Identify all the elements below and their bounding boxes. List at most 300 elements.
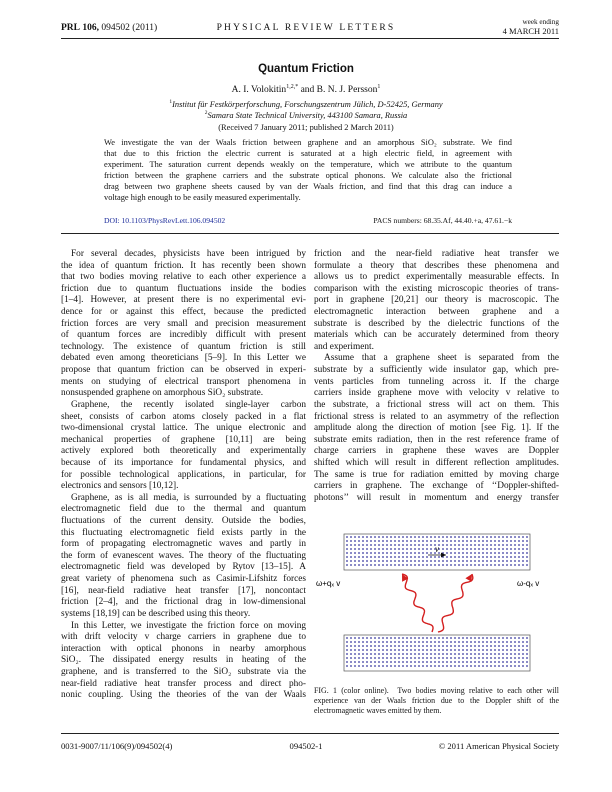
- lattice-atom: [418, 657, 420, 659]
- lattice-atom: [474, 552, 476, 554]
- lattice-atom: [470, 540, 472, 542]
- lattice-atom: [458, 641, 460, 643]
- lattice-atom: [522, 552, 524, 554]
- lattice-atom: [486, 540, 488, 542]
- lattice-atom: [498, 560, 500, 562]
- lattice-atom: [498, 552, 500, 554]
- lattice-atom: [414, 637, 416, 639]
- lattice-atom: [450, 564, 452, 566]
- lattice-atom: [434, 649, 436, 651]
- received-dates: (Received 7 January 2011; published 2 March 2011): [218, 123, 394, 132]
- lattice-atom: [458, 649, 460, 651]
- body-text-line: propose that quantum friction can be observed in experi-: [61, 365, 306, 376]
- lattice-atom: [446, 657, 448, 659]
- lattice-atom: [510, 552, 512, 554]
- lattice-atom: [354, 536, 356, 538]
- lattice-atom: [398, 536, 400, 538]
- journal-abbrev: PRL: [61, 23, 80, 33]
- lattice-atom: [370, 637, 372, 639]
- lattice-atom: [390, 548, 392, 550]
- lattice-atom: [394, 653, 396, 655]
- lattice-atom: [430, 540, 432, 542]
- lattice-atom: [438, 657, 440, 659]
- lattice-atom: [450, 544, 452, 546]
- lattice-atom: [410, 540, 412, 542]
- lattice-atom: [522, 556, 524, 558]
- lattice-atom: [402, 649, 404, 651]
- lattice-atom: [454, 544, 456, 546]
- lattice-atom: [522, 665, 524, 667]
- lattice-atom: [370, 649, 372, 651]
- lattice-atom: [522, 548, 524, 550]
- lattice-atom: [394, 649, 396, 651]
- lattice-atom: [358, 649, 360, 651]
- lattice-atom: [438, 556, 440, 558]
- lattice-atom: [446, 661, 448, 663]
- lattice-atom: [394, 645, 396, 647]
- lattice-atom: [366, 560, 368, 562]
- lattice-atom: [346, 560, 348, 562]
- lattice-atom: [474, 556, 476, 558]
- lattice-atom: [358, 560, 360, 562]
- lattice-atom: [382, 665, 384, 667]
- lattice-atom: [514, 552, 516, 554]
- lattice-atom: [526, 645, 528, 647]
- body-text-line: technology. The existence of quantum friction is still: [61, 341, 306, 352]
- lattice-atom: [490, 665, 492, 667]
- slab-outline: [344, 635, 530, 671]
- lattice-atom: [350, 653, 352, 655]
- lattice-atom: [386, 540, 388, 542]
- lattice-atom: [410, 649, 412, 651]
- lattice-atom: [346, 657, 348, 659]
- lattice-atom: [350, 564, 352, 566]
- lattice-atom: [458, 552, 460, 554]
- lattice-atom: [406, 548, 408, 550]
- lattice-atom: [354, 560, 356, 562]
- lattice-atom: [378, 540, 380, 542]
- lattice-atom: [406, 641, 408, 643]
- journal-name: PHYSICAL REVIEW LETTERS: [216, 23, 396, 33]
- lattice-atom: [354, 649, 356, 651]
- lattice-atom: [402, 552, 404, 554]
- lattice-atom: [514, 657, 516, 659]
- lattice-atom: [458, 645, 460, 647]
- lattice-atom: [410, 548, 412, 550]
- lattice-atom: [438, 637, 440, 639]
- lattice-atom: [374, 564, 376, 566]
- lattice-atom: [354, 661, 356, 663]
- lattice-atom: [526, 653, 528, 655]
- lattice-atom: [430, 657, 432, 659]
- lattice-atom: [426, 564, 428, 566]
- lattice-atom: [506, 556, 508, 558]
- lattice-atom: [378, 564, 380, 566]
- lattice-atom: [462, 552, 464, 554]
- doi-pacs-row: [104, 216, 512, 225]
- lattice-atom: [418, 548, 420, 550]
- lattice-atom: [454, 548, 456, 550]
- lattice-atom: [370, 564, 372, 566]
- lattice-atom: [446, 645, 448, 647]
- body-column-left: [61, 249, 306, 702]
- lattice-atom: [518, 540, 520, 542]
- lattice-atom: [362, 552, 364, 554]
- lattice-atom: [366, 665, 368, 667]
- abstract-line: drag between two graphene sheets caused by van der Waals friction, and find that this drag can induce a: [104, 182, 512, 192]
- lattice-atom: [502, 641, 504, 643]
- lattice-atom: [406, 540, 408, 542]
- lattice-atom: [478, 637, 480, 639]
- lattice-atom: [498, 544, 500, 546]
- lattice-atom: [422, 649, 424, 651]
- lattice-atom: [430, 645, 432, 647]
- lattice-atom: [486, 556, 488, 558]
- lattice-atom: [522, 641, 524, 643]
- lattice-atom: [426, 536, 428, 538]
- lattice-atom: [478, 649, 480, 651]
- lattice-atom: [430, 649, 432, 651]
- lattice-atom: [418, 540, 420, 542]
- lattice-atom: [458, 665, 460, 667]
- lattice-atom: [354, 641, 356, 643]
- lattice-atom: [434, 637, 436, 639]
- lattice-atom: [478, 657, 480, 659]
- lattice-atom: [422, 556, 424, 558]
- lattice-atom: [418, 544, 420, 546]
- doppler-wave-right: [438, 574, 473, 632]
- lattice-atom: [398, 661, 400, 663]
- lattice-atom: [430, 641, 432, 643]
- lattice-atom: [438, 653, 440, 655]
- lattice-atom: [418, 564, 420, 566]
- lattice-atom: [510, 560, 512, 562]
- lattice-atom: [474, 641, 476, 643]
- lattice-atom: [378, 560, 380, 562]
- lattice-atom: [402, 653, 404, 655]
- lattice-atom: [458, 637, 460, 639]
- lattice-atom: [510, 665, 512, 667]
- lattice-atom: [462, 657, 464, 659]
- lattice-atom: [494, 548, 496, 550]
- body-text-line: form of propagating electromagnetic waves and partly in: [61, 539, 306, 550]
- lattice-atom: [370, 536, 372, 538]
- lattice-atom: [362, 556, 364, 558]
- lattice-atom: [506, 552, 508, 554]
- lattice-atom: [370, 560, 372, 562]
- lattice-atom: [474, 637, 476, 639]
- lattice-atom: [410, 641, 412, 643]
- lattice-atom: [518, 564, 520, 566]
- body-text-line: electromagnetic field due to the thermal and quantum: [61, 504, 306, 515]
- lattice-atom: [358, 544, 360, 546]
- lattice-atom: [406, 649, 408, 651]
- lattice-atom: [450, 641, 452, 643]
- lattice-atom: [518, 661, 520, 663]
- lattice-atom: [410, 552, 412, 554]
- lattice-atom: [426, 548, 428, 550]
- lattice-atom: [514, 556, 516, 558]
- lattice-atom: [462, 645, 464, 647]
- lattice-atom: [502, 657, 504, 659]
- lattice-atom: [390, 661, 392, 663]
- lattice-atom: [466, 552, 468, 554]
- lattice-atom: [502, 556, 504, 558]
- affiliation-text: Samara State Technical University, 443100 Samara, Russia: [207, 110, 408, 120]
- lattice-atom: [382, 645, 384, 647]
- body-text-line: mechanical properties of graphene [10,11] are being: [61, 434, 306, 445]
- lattice-atom: [450, 536, 452, 538]
- lattice-atom: [494, 540, 496, 542]
- lattice-atom: [466, 540, 468, 542]
- lattice-atom: [522, 560, 524, 562]
- lattice-atom: [494, 552, 496, 554]
- lattice-atom: [426, 665, 428, 667]
- lattice-atom: [390, 536, 392, 538]
- lattice-atom: [482, 544, 484, 546]
- body-text-line: comparison with the existing microscopic theories of trans-: [314, 283, 559, 294]
- lattice-atom: [406, 556, 408, 558]
- doi-link[interactable]: DOI: 10.1103/PhysRevLett.106.094502: [104, 216, 226, 225]
- lattice-atom: [498, 649, 500, 651]
- lattice-atom: [402, 560, 404, 562]
- lattice-atom: [502, 560, 504, 562]
- lattice-atom: [378, 536, 380, 538]
- lattice-atom: [446, 556, 448, 558]
- lattice-atom: [522, 544, 524, 546]
- lattice-atom: [402, 665, 404, 667]
- lattice-atom: [522, 649, 524, 651]
- lattice-atom: [378, 649, 380, 651]
- lattice-atom: [386, 649, 388, 651]
- lattice-atom: [478, 536, 480, 538]
- lattice-atom: [450, 653, 452, 655]
- lattice-atom: [490, 653, 492, 655]
- lattice-atom: [406, 661, 408, 663]
- lattice-atom: [374, 657, 376, 659]
- lattice-atom: [518, 536, 520, 538]
- lattice-atom: [378, 637, 380, 639]
- lattice-atom: [410, 661, 412, 663]
- lattice-atom: [350, 548, 352, 550]
- lattice-atom: [366, 536, 368, 538]
- lattice-atom: [398, 645, 400, 647]
- lattice-atom: [518, 556, 520, 558]
- lattice-atom: [366, 544, 368, 546]
- lattice-atom: [398, 552, 400, 554]
- lattice-atom: [434, 661, 436, 663]
- lattice-atom: [490, 641, 492, 643]
- lattice-atom: [430, 556, 432, 558]
- lattice-atom: [454, 552, 456, 554]
- lattice-atom: [402, 536, 404, 538]
- lattice-atom: [490, 645, 492, 647]
- lattice-atom: [482, 641, 484, 643]
- lattice-atom: [474, 657, 476, 659]
- lattice-atom: [458, 548, 460, 550]
- lattice-atom: [350, 641, 352, 643]
- lattice-atom: [482, 637, 484, 639]
- lattice-atom: [474, 540, 476, 542]
- lattice-atom: [398, 653, 400, 655]
- pacs-numbers: PACS numbers: 68.35.Af, 44.40.+a, 47.61.−k: [373, 216, 512, 225]
- lattice-atom: [450, 657, 452, 659]
- lattice-atom: [486, 653, 488, 655]
- lattice-atom: [526, 552, 528, 554]
- lattice-atom: [378, 548, 380, 550]
- lattice-atom: [362, 657, 364, 659]
- body-text-line: The same is true for radiation emitted by moving charge: [314, 469, 559, 480]
- lattice-atom: [482, 556, 484, 558]
- abstract-rule: [61, 233, 559, 234]
- lattice-atom: [478, 548, 480, 550]
- lattice-atom: [462, 665, 464, 667]
- lattice-atom: [450, 645, 452, 647]
- lattice-atom: [514, 540, 516, 542]
- lattice-atom: [454, 556, 456, 558]
- author-list: [0, 84, 612, 95]
- lattice-atom: [518, 649, 520, 651]
- lattice-atom: [346, 665, 348, 667]
- lattice-atom: [506, 540, 508, 542]
- lattice-atom: [518, 657, 520, 659]
- lattice-atom: [458, 653, 460, 655]
- lattice-atom: [382, 653, 384, 655]
- lattice-atom: [446, 552, 448, 554]
- lattice-atom: [458, 661, 460, 663]
- body-text-line: electronics and sensors [10,12].: [61, 481, 179, 492]
- lattice-atom: [454, 641, 456, 643]
- figure-1-diagram: [314, 530, 559, 675]
- lattice-atom: [494, 544, 496, 546]
- lattice-atom: [494, 665, 496, 667]
- lattice-atom: [426, 552, 428, 554]
- lattice-atom: [370, 556, 372, 558]
- lattice-atom: [394, 657, 396, 659]
- lattice-atom: [490, 637, 492, 639]
- copyright: © 2011 American Physical Society: [438, 741, 559, 751]
- lattice-atom: [410, 657, 412, 659]
- lattice-atom: [378, 653, 380, 655]
- lattice-atom: [426, 645, 428, 647]
- lattice-atom: [394, 552, 396, 554]
- body-text-line: [16], near-field radiative heat transfer [17], noncontact: [61, 585, 306, 596]
- lattice-atom: [514, 653, 516, 655]
- lattice-atom: [474, 665, 476, 667]
- lattice-atom: [398, 556, 400, 558]
- lattice-atom: [382, 649, 384, 651]
- lattice-atom: [478, 560, 480, 562]
- body-text-line: charge carriers in graphene these waves are Doppler: [314, 446, 559, 457]
- lattice-atom: [354, 564, 356, 566]
- lattice-atom: [362, 665, 364, 667]
- lattice-atom: [374, 641, 376, 643]
- lattice-atom: [482, 560, 484, 562]
- lattice-atom: [474, 536, 476, 538]
- lattice-atom: [410, 560, 412, 562]
- lattice-atom: [390, 645, 392, 647]
- lattice-atom: [358, 536, 360, 538]
- lattice-atom: [402, 556, 404, 558]
- lattice-atom: [470, 564, 472, 566]
- right-wave-frequency-label: ω-qₓ v: [517, 579, 540, 588]
- lattice-atom: [454, 645, 456, 647]
- lattice-atom: [390, 653, 392, 655]
- lattice-atom: [430, 560, 432, 562]
- lattice-atom: [362, 645, 364, 647]
- lattice-atom: [518, 645, 520, 647]
- lattice-atom: [470, 536, 472, 538]
- lattice-atom: [518, 665, 520, 667]
- body-text-line: actively explored both theoretically and experimentally: [61, 446, 306, 457]
- lattice-atom: [518, 552, 520, 554]
- lattice-atom: [482, 649, 484, 651]
- lattice-atom: [406, 645, 408, 647]
- lattice-atom: [474, 649, 476, 651]
- lattice-atom: [402, 564, 404, 566]
- lattice-atom: [490, 564, 492, 566]
- lattice-atom: [490, 649, 492, 651]
- lattice-atom: [482, 661, 484, 663]
- body-text-line: formulate a theory that describes these phenomena and: [314, 260, 559, 271]
- lattice-atom: [422, 641, 424, 643]
- lattice-atom: [366, 653, 368, 655]
- body-text-line: systems [18,19] can be described using this theory.: [61, 608, 251, 619]
- lattice-atom: [506, 661, 508, 663]
- lattice-atom: [450, 661, 452, 663]
- lattice-atom: [398, 548, 400, 550]
- lattice-atom: [470, 637, 472, 639]
- lattice-atom: [462, 548, 464, 550]
- lattice-atom: [442, 641, 444, 643]
- lattice-atom: [414, 641, 416, 643]
- lattice-atom: [494, 661, 496, 663]
- lattice-atom: [494, 649, 496, 651]
- lattice-atom: [422, 665, 424, 667]
- lattice-atom: [366, 556, 368, 558]
- lattice-atom: [426, 661, 428, 663]
- lattice-atom: [510, 637, 512, 639]
- author-name: B. N. J. Persson: [316, 85, 378, 96]
- lattice-atom: [526, 540, 528, 542]
- lattice-atom: [406, 637, 408, 639]
- lattice-atom: [430, 661, 432, 663]
- lattice-atom: [374, 653, 376, 655]
- lattice-atom: [526, 548, 528, 550]
- lattice-atom: [378, 641, 380, 643]
- lattice-atom: [482, 564, 484, 566]
- lattice-atom: [502, 544, 504, 546]
- lattice-atom: [386, 665, 388, 667]
- lattice-atom: [370, 548, 372, 550]
- lattice-atom: [430, 552, 432, 554]
- lattice-atom: [346, 653, 348, 655]
- header-rule: [61, 38, 559, 39]
- article-code: 0031-9007/11/106(9)/094502(4): [61, 741, 173, 751]
- lattice-atom: [406, 552, 408, 554]
- lattice-atom: [478, 552, 480, 554]
- lattice-atom: [466, 657, 468, 659]
- lattice-atom: [362, 661, 364, 663]
- lattice-atom: [510, 556, 512, 558]
- lattice-atom: [438, 540, 440, 542]
- lattice-atom: [382, 657, 384, 659]
- lattice-atom: [386, 560, 388, 562]
- lattice-atom: [442, 657, 444, 659]
- lattice-atom: [454, 665, 456, 667]
- lattice-atom: [374, 536, 376, 538]
- lattice-atom: [394, 540, 396, 542]
